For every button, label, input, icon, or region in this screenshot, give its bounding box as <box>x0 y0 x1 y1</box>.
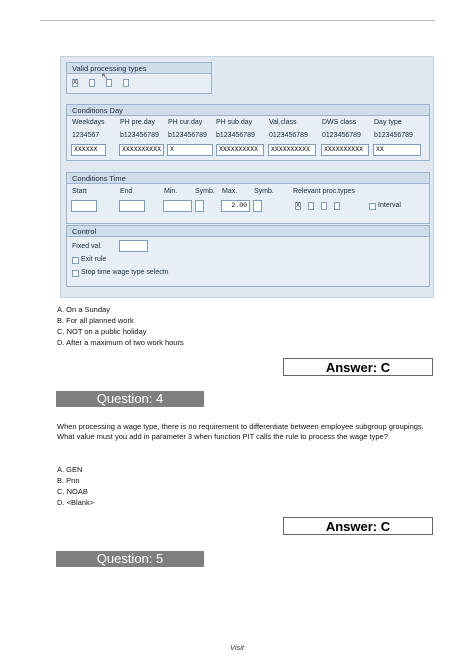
processing-type-checkbox-1[interactable]: X <box>73 80 78 86</box>
exit-rule-checkbox[interactable] <box>72 257 79 264</box>
q3-option-b: B. For all planned work <box>57 316 134 325</box>
start-label: Start <box>72 188 87 195</box>
min-label: Min. <box>164 188 178 195</box>
digits-ph-pre-day: b123456789 <box>120 132 159 139</box>
interval-label: Interval <box>378 202 401 209</box>
header-dws-class: DWS class <box>322 119 357 126</box>
mouse-cursor-icon: ↖ <box>101 71 109 81</box>
q4-option-a: A. GEN <box>57 465 83 474</box>
header-ph-sub-day: PH sub.day <box>216 119 253 126</box>
top-rule <box>40 20 435 21</box>
header-ph-pre-day: PH pre.day <box>120 119 156 126</box>
q4-answer-box: Answer: C <box>283 517 433 535</box>
relevant-proc-types-label: Relevant proc.types <box>293 188 355 195</box>
digits-ph-cur-day: b123456789 <box>168 132 207 139</box>
relevant-type-checkbox-4[interactable] <box>334 202 340 210</box>
q3-option-c: C. NOT on a public holiday <box>57 327 147 336</box>
q3-option-d: D. After a maximum of two work hours <box>57 338 184 347</box>
digits-weekdays: 1234567 <box>72 132 100 139</box>
conditions-time-group <box>66 172 430 224</box>
symb-input-1[interactable] <box>195 200 204 212</box>
q5-heading: Question: 5 <box>56 551 204 567</box>
ph-pre-day-input[interactable]: XXXXXXXXXX <box>119 144 164 156</box>
ph-cur-day-input[interactable]: X <box>167 144 213 156</box>
q3-answer-box: Answer: C <box>283 358 433 376</box>
digits-dws-class: 0123456789 <box>322 132 361 139</box>
q4-option-b: B. Pnn <box>57 476 80 485</box>
digits-val-class: 0123456789 <box>269 132 308 139</box>
max-input[interactable]: 2.00 <box>221 200 250 212</box>
day-type-input[interactable]: XX <box>373 144 421 156</box>
stop-time-checkbox[interactable] <box>72 270 79 277</box>
end-input[interactable] <box>119 200 145 212</box>
ph-sub-day-input[interactable]: XXXXXXXXXX <box>216 144 264 156</box>
fixed-val-label: Fixed val. <box>72 243 102 250</box>
interval-checkbox[interactable] <box>369 203 376 210</box>
digits-day-type: b123456789 <box>374 132 413 139</box>
footer-visit: Visit <box>229 643 245 652</box>
exit-rule-label: Exit rule <box>81 256 107 263</box>
relevant-type-checkbox-1[interactable]: X <box>296 203 301 209</box>
min-input[interactable] <box>163 200 192 212</box>
relevant-type-checkbox-3[interactable] <box>321 202 327 210</box>
q4-option-d: D. <Blank> <box>57 498 95 507</box>
q3-option-a: A. On a Sunday <box>57 305 110 314</box>
q4-option-c: C. NOAB <box>57 487 88 496</box>
control-group <box>66 225 430 287</box>
symb-input-2[interactable] <box>253 200 262 212</box>
control-title: Control <box>67 226 429 237</box>
valid-processing-types-title: Valid processing types <box>67 63 211 74</box>
header-day-type: Day type <box>374 119 402 126</box>
relevant-type-checkbox-2[interactable] <box>308 202 314 210</box>
digits-ph-sub-day: b123456789 <box>216 132 255 139</box>
start-input[interactable] <box>71 200 97 212</box>
conditions-time-title: Conditions Time <box>67 173 429 184</box>
header-weekdays: Weekdays <box>72 119 105 126</box>
processing-type-checkbox-4[interactable] <box>123 79 129 87</box>
val-class-input[interactable]: XXXXXXXXXX <box>268 144 316 156</box>
fixed-val-input[interactable] <box>119 240 148 252</box>
dws-class-input[interactable]: XXXXXXXXXX <box>321 144 369 156</box>
stop-time-label: Stop time wage type selectn <box>81 269 169 276</box>
q4-heading: Question: 4 <box>56 391 204 407</box>
processing-type-checkbox-2[interactable] <box>89 79 95 87</box>
max-label: Max. <box>222 188 238 195</box>
valid-processing-types-group <box>66 62 212 94</box>
q4-text: When processing a wage type, there is no requirement to differentiate between employee subgroup groupings. What value must you add in parameter 3 when function PIT calls the rule to process the wage type? <box>57 422 424 441</box>
conditions-day-title: Conditions Day <box>67 105 429 116</box>
header-val-class: Val.class <box>269 119 297 126</box>
symb-label-1: Symb. <box>195 188 215 195</box>
conditions-day-group <box>66 104 430 161</box>
sap-rule-screenshot <box>60 56 434 298</box>
weekdays-input[interactable]: XXXXXX <box>71 144 106 156</box>
end-label: End <box>120 188 133 195</box>
symb-label-2: Symb. <box>254 188 274 195</box>
header-ph-cur-day: PH cur.day <box>168 119 203 126</box>
